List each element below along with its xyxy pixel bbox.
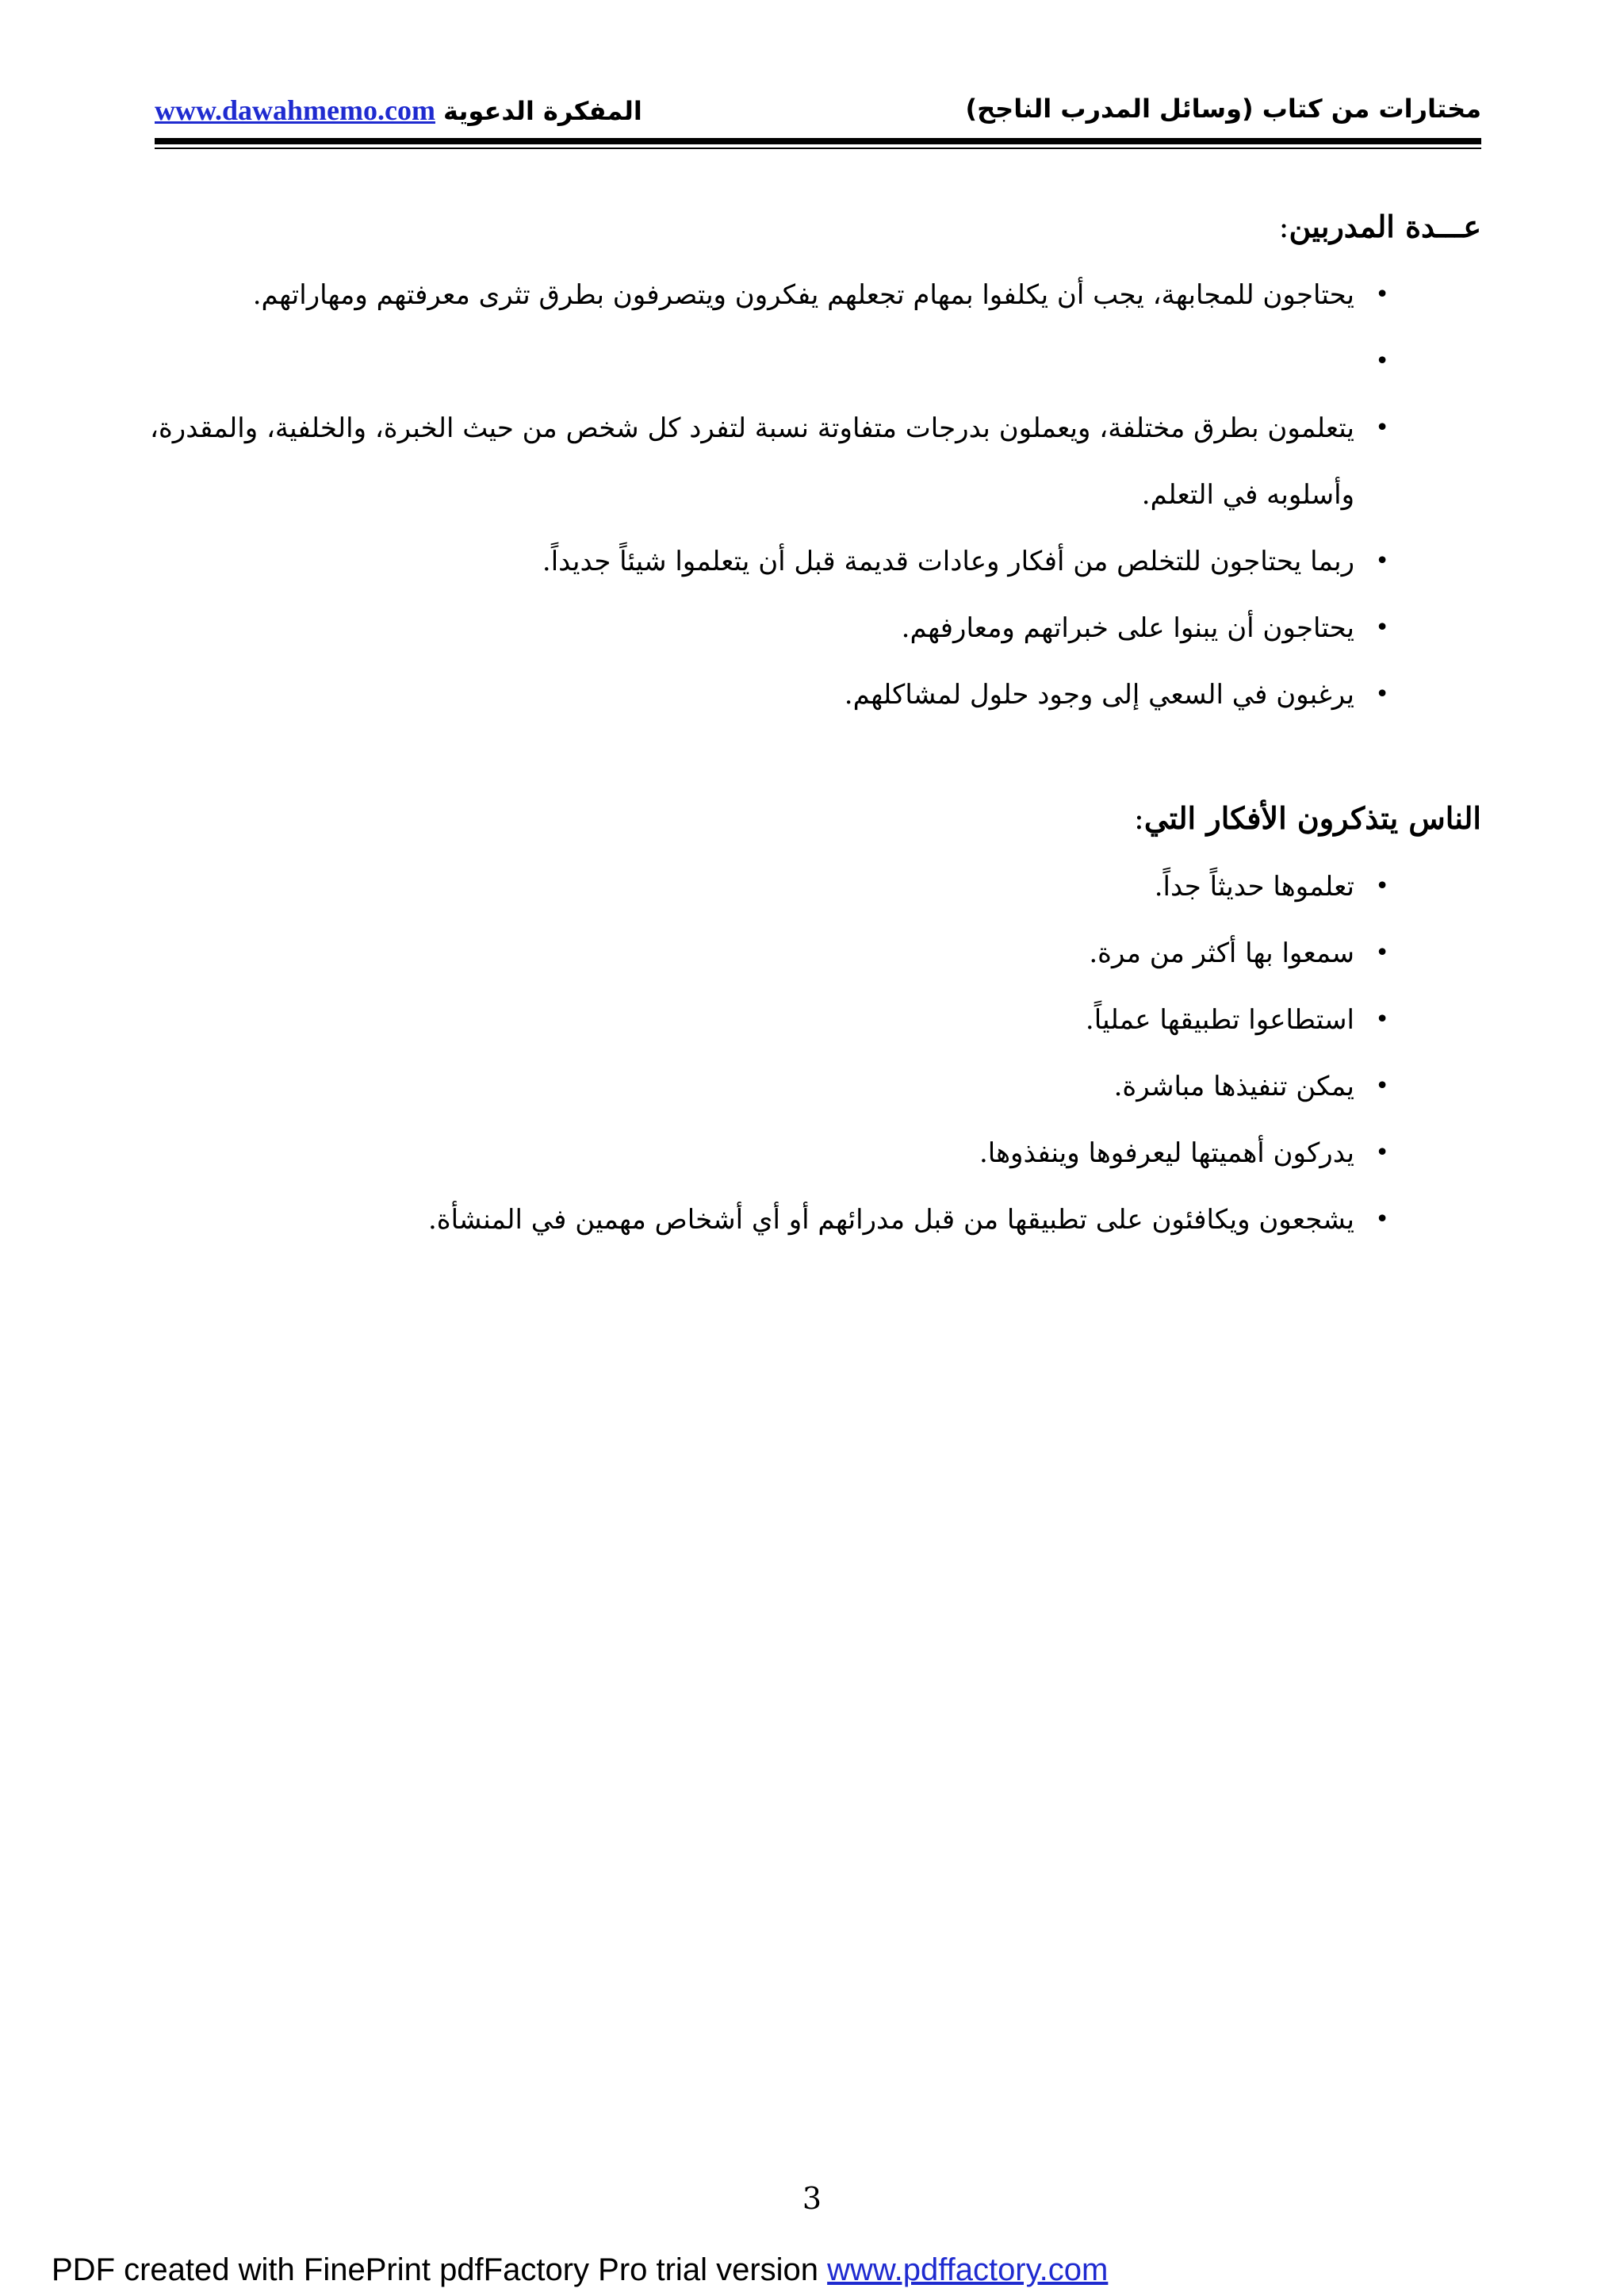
list-item-text: يدركون أهميتها ليعرفوها وينفذوها. bbox=[979, 1137, 1354, 1169]
footer-text: PDF created with FinePrint pdfFactory Pro trial version bbox=[52, 2252, 819, 2287]
list-item bbox=[133, 1120, 1481, 1186]
bullet-icon: • bbox=[1375, 872, 1389, 900]
site-link[interactable]: www.dawahmemo.com bbox=[155, 94, 435, 126]
header-rule-thin bbox=[155, 148, 1481, 149]
title-colon: : bbox=[1134, 801, 1144, 836]
section-title-text: عـــدة المدربين bbox=[1289, 209, 1481, 244]
list-item bbox=[133, 853, 1481, 920]
bullet-list bbox=[133, 262, 1481, 728]
list-item-text: يرغبون في السعي إلى وجود حلول لمشاكلهم. bbox=[844, 679, 1354, 711]
list-item bbox=[133, 1053, 1481, 1120]
list-item bbox=[133, 328, 1481, 395]
list-item bbox=[133, 661, 1481, 728]
header-left bbox=[155, 94, 642, 127]
list-item-text: سمعوا بها أكثر من مرة. bbox=[1089, 937, 1354, 969]
section-title bbox=[133, 796, 1481, 841]
header-rule bbox=[155, 138, 1481, 144]
footer-link[interactable]: www.pdffactory.com bbox=[827, 2252, 1109, 2287]
footer-watermark bbox=[52, 2252, 1108, 2288]
bullet-icon: • bbox=[1375, 1205, 1389, 1233]
bullet-icon: • bbox=[1375, 939, 1389, 967]
page-number: 3 bbox=[802, 2181, 822, 2216]
bullet-list bbox=[133, 853, 1481, 1253]
bullet-icon: • bbox=[1375, 614, 1389, 642]
list-item bbox=[133, 262, 1481, 328]
section-trainers bbox=[133, 205, 1481, 728]
list-item-text: يشجعون ويكافئون على تطبيقها من قبل مدرائهم أو أي أشخاص مهمين في المنشأة. bbox=[427, 1204, 1354, 1236]
list-item-text: يتعلمون بطرق مختلفة، ويعملون بدرجات متفاوتة نسبة لتفرد كل شخص من حيث الخبرة، والخلفية، والمقدرة، وأسلوبه في التعلم. bbox=[150, 412, 1354, 511]
bullet-icon: • bbox=[1375, 281, 1389, 309]
site-name: المفكرة الدعوية bbox=[442, 96, 642, 126]
list-item-text: تعلموها حديثاً جداً. bbox=[1154, 871, 1354, 903]
list-item bbox=[133, 920, 1481, 987]
list-item bbox=[133, 528, 1481, 595]
bullet-icon: • bbox=[1375, 414, 1389, 442]
list-item-text bbox=[133, 328, 1386, 395]
bullet-icon: • bbox=[1375, 1072, 1389, 1100]
bullet-icon: • bbox=[1375, 1139, 1389, 1167]
list-item bbox=[133, 987, 1481, 1053]
list-item-text: يحتاجون للمجابهة، يجب أن يكلفوا بمهام تجعلهم يفكرون ويتصرفون بطرق تثرى معرفتهم ومهاراتهم. bbox=[252, 279, 1354, 311]
list-item bbox=[133, 595, 1481, 661]
section-title-text: الناس يتذكرون الأفكار التي bbox=[1143, 800, 1481, 836]
book-title: مختارات من كتاب (وسائل المدرب الناجح) bbox=[965, 94, 1481, 124]
section-remember bbox=[133, 796, 1481, 1253]
page-header bbox=[155, 94, 1481, 138]
list-item-text: يحتاجون أن يبنوا على خبراتهم ومعارفهم. bbox=[901, 612, 1354, 644]
list-item-text: استطاعوا تطبيقها عملياً. bbox=[1085, 1004, 1354, 1036]
bullet-icon: • bbox=[1375, 1006, 1389, 1033]
title-colon: : bbox=[1278, 209, 1289, 244]
list-item bbox=[133, 395, 1481, 528]
bullet-icon: • bbox=[1375, 347, 1389, 375]
list-item-text: ربما يحتاجون للتخلص من أفكار وعادات قديمة قبل أن يتعلموا شيئاً جديداً. bbox=[542, 546, 1354, 577]
section-title bbox=[133, 205, 1481, 249]
list-item bbox=[133, 1186, 1481, 1253]
bullet-icon: • bbox=[1375, 547, 1389, 575]
list-item-text: يمكن تنفيذها مباشرة. bbox=[1113, 1071, 1354, 1102]
bullet-icon: • bbox=[1375, 680, 1389, 708]
